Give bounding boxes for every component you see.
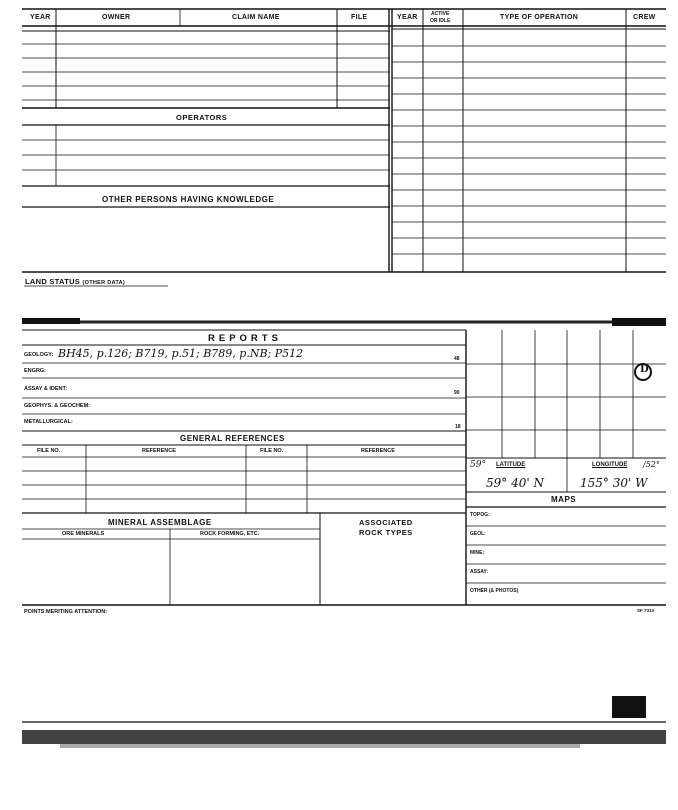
ore-minerals-label: ORE MINERALS xyxy=(62,531,105,537)
latitude-prefix: 59° xyxy=(470,460,486,470)
header-year: YEAR xyxy=(30,14,51,21)
header-year-2: YEAR xyxy=(397,14,418,21)
report-page-assay: 90 xyxy=(454,390,460,396)
header-owner: OWNER xyxy=(102,14,131,21)
header-active: ACTIVE xyxy=(431,11,450,17)
report-value-geology: BH45, p.126; B719, p.51; B789, p.NB; P512 xyxy=(58,347,304,360)
rock-forming-label: ROCK FORMING, ETC. xyxy=(200,531,260,537)
general-references-title: GENERAL REFERENCES xyxy=(180,434,285,443)
report-page-metallurgical: 18 xyxy=(455,424,461,430)
points-meriting-attention-label: POINTS MERITING ATTENTION: xyxy=(24,609,108,615)
genref-col-reference-1: REFERENCE xyxy=(142,448,176,454)
associated-label: ASSOCIATED xyxy=(359,518,413,527)
longitude-value: 155° 30' W xyxy=(580,476,648,490)
operators-heading: OPERATORS xyxy=(176,113,228,122)
land-status-label xyxy=(25,277,125,286)
report-label-engrg: ENGRG: xyxy=(24,368,46,374)
longitude-label: LONGITUDE xyxy=(592,462,628,468)
report-page-geology: 48 xyxy=(454,356,460,362)
header-file: FILE xyxy=(351,14,368,21)
grid-mark-letter: D xyxy=(640,364,649,375)
maps-other: OTHER (& PHOTOS) xyxy=(470,588,519,594)
genref-col-file-1: FILE NO. xyxy=(37,448,61,454)
land-status-title: LAND STATUS xyxy=(25,277,81,286)
header-or-idle: OR IDLE xyxy=(430,18,451,24)
header-crew: CREW xyxy=(633,14,656,21)
land-status-sublabel: (OTHER DATA) xyxy=(82,280,125,286)
rock-types-label: ROCK TYPES xyxy=(359,528,413,537)
maps-assay: ASSAY: xyxy=(470,569,489,575)
maps-topog: TOPOG: xyxy=(470,512,490,518)
longitude-suffix: /52° xyxy=(643,460,660,469)
header-type-of-operation: TYPE OF OPERATION xyxy=(500,14,579,21)
report-label-metallurgical: METALLURGICAL: xyxy=(24,419,73,425)
latitude-value: 59° 40' N xyxy=(486,476,544,490)
report-label-geology: GEOLOGY: xyxy=(24,352,54,358)
maps-geol: GEOL: xyxy=(470,531,486,537)
header-claim-name: CLAIM NAME xyxy=(232,14,280,21)
other-persons-heading: OTHER PERSONS HAVING KNOWLEDGE xyxy=(102,195,275,204)
form-code: SF 7313 xyxy=(637,608,655,613)
maps-mine: MINE: xyxy=(470,550,485,556)
report-label-geophys: GEOPHYS. & GEOCHEM: xyxy=(24,403,91,409)
genref-col-reference-2: REFERENCE xyxy=(361,448,395,454)
maps-title: MAPS xyxy=(551,495,577,504)
genref-col-file-2: FILE NO. xyxy=(260,448,284,454)
reports-title: REPORTS xyxy=(208,333,282,344)
mineral-assemblage-title: MINERAL ASSEMBLAGE xyxy=(108,518,212,527)
report-label-assay: ASSAY & IDENT: xyxy=(24,386,68,392)
latitude-label: LATITUDE xyxy=(496,462,526,468)
